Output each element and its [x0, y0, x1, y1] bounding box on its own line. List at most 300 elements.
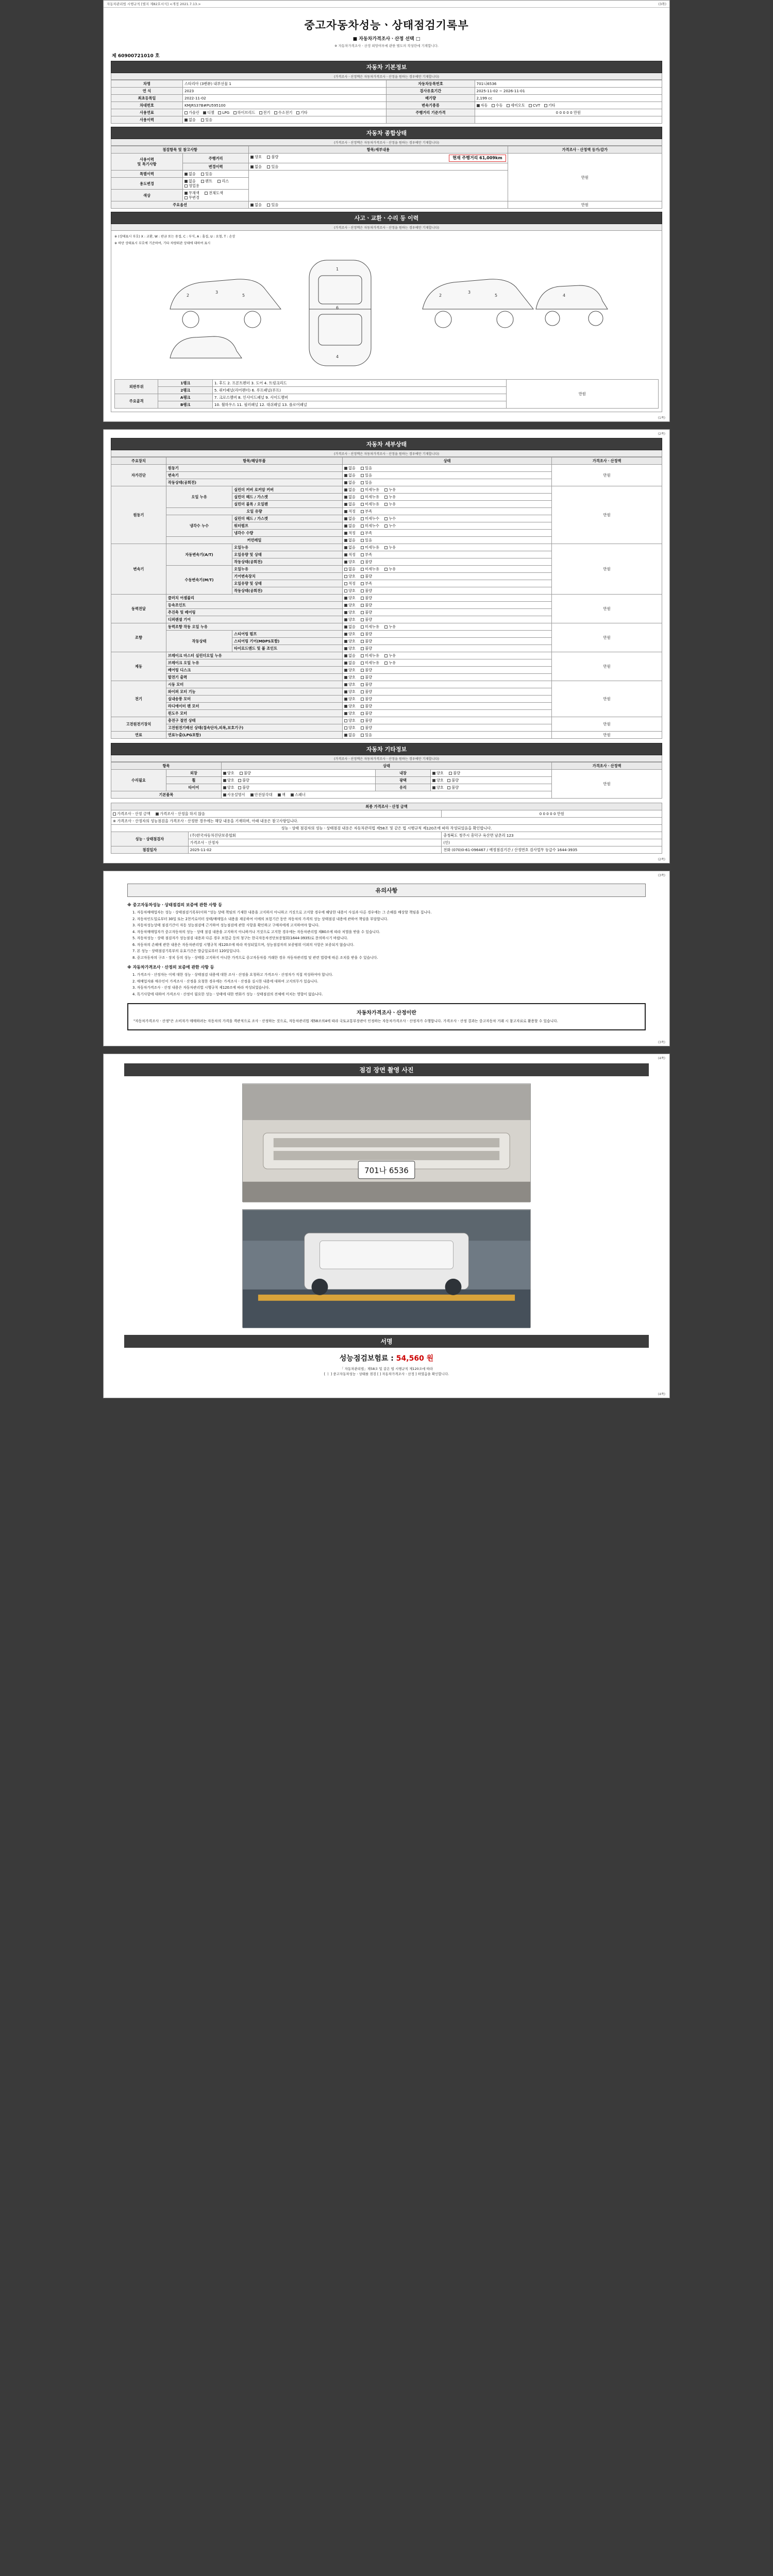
checkbox-icon[interactable] — [361, 539, 364, 542]
engine-oil-state-2 — [342, 501, 551, 508]
opt-good[interactable] — [344, 632, 356, 636]
opt-leak[interactable] — [384, 653, 396, 658]
opt-bad[interactable] — [361, 668, 372, 672]
checkbox-icon[interactable] — [361, 712, 364, 715]
checkbox-icon[interactable] — [184, 111, 188, 114]
opt-micro[interactable] — [361, 545, 379, 550]
checkbox-icon[interactable] — [361, 589, 364, 592]
checkbox-icon[interactable] — [384, 524, 388, 528]
opt-none-label: 없음 — [348, 516, 356, 521]
special-option-none[interactable] — [184, 172, 196, 176]
opt-leak[interactable] — [384, 502, 396, 506]
mt-sub-3: 작동상태(공회전) — [232, 587, 343, 595]
checkbox-icon[interactable] — [544, 104, 547, 107]
checkbox-icon[interactable] — [361, 510, 364, 513]
checkbox-icon[interactable] — [205, 192, 208, 195]
checkbox-icon[interactable] — [361, 474, 364, 477]
opt-none[interactable] — [344, 480, 356, 485]
checkbox-icon[interactable] — [361, 734, 364, 737]
checkbox-icon[interactable] — [223, 772, 226, 775]
checkbox-icon[interactable] — [344, 604, 347, 607]
checkbox-icon[interactable] — [361, 481, 364, 484]
checkbox-icon[interactable] — [259, 111, 262, 114]
transmission-option-semi[interactable] — [507, 103, 525, 108]
checkbox-icon[interactable] — [384, 496, 388, 499]
opt-yes[interactable] — [361, 473, 372, 478]
opt-none[interactable] — [344, 660, 356, 665]
checkbox-icon[interactable] — [361, 647, 364, 650]
page-3 — [103, 871, 670, 1046]
checkbox-icon[interactable] — [384, 625, 388, 629]
checkbox-icon[interactable] — [361, 524, 364, 528]
opt-none-label: 없음 — [348, 653, 356, 658]
opt-none-label: 없음 — [348, 523, 356, 528]
opt-good[interactable] — [344, 697, 356, 701]
opt-bad[interactable] — [447, 785, 459, 790]
fuel-option-electric[interactable] — [259, 110, 271, 115]
opt-low[interactable] — [361, 509, 372, 514]
checkbox-icon[interactable] — [432, 779, 435, 782]
opt-leak[interactable] — [384, 487, 396, 492]
opt-good[interactable] — [344, 603, 356, 607]
opt-bad[interactable] — [361, 646, 372, 651]
main-option-yes-label: 있음 — [271, 202, 279, 207]
opt-bad[interactable] — [449, 771, 460, 775]
opt-micro[interactable] — [361, 502, 379, 506]
checkbox-icon[interactable] — [344, 474, 347, 477]
opt-good[interactable] — [344, 718, 356, 723]
opt-leak[interactable] — [384, 545, 396, 550]
opt-good[interactable] — [344, 689, 356, 694]
opt-none[interactable] — [344, 516, 356, 521]
checkbox-icon[interactable] — [384, 517, 388, 520]
checkbox-icon[interactable] — [361, 640, 364, 643]
checkbox-icon[interactable] — [361, 611, 364, 614]
checkbox-icon[interactable] — [361, 568, 364, 571]
wheel-front-left[interactable] — [223, 778, 234, 783]
fuel-option-lpg[interactable] — [218, 110, 229, 115]
transmission-option-manual[interactable] — [492, 103, 503, 108]
checkbox-icon[interactable] — [113, 812, 116, 816]
blower-motor-state — [342, 696, 551, 703]
opt-none[interactable] — [344, 466, 356, 470]
checkbox-icon[interactable] — [492, 104, 495, 107]
opt-bad[interactable] — [447, 778, 459, 783]
wheel-state — [221, 777, 375, 784]
checkbox-icon[interactable] — [361, 683, 364, 686]
opt-bad-label: 불량 — [365, 632, 373, 636]
inspection-date-value: 2025-11-02 — [188, 846, 442, 854]
opt-bad[interactable] — [361, 718, 372, 723]
checkbox-icon[interactable] — [344, 517, 347, 520]
overall-note: (가격조사ㆍ산정액은 자동차가격조사ㆍ산정을 원하는 경우에만 기재합니다) — [111, 139, 662, 146]
opt-good[interactable] — [344, 668, 356, 672]
checkbox-icon[interactable] — [184, 180, 188, 183]
checkbox-icon[interactable] — [344, 662, 347, 665]
opt-good[interactable] — [223, 771, 234, 775]
opt-yes[interactable] — [361, 538, 372, 543]
checkbox-icon[interactable] — [250, 793, 254, 796]
opt-bad[interactable] — [361, 610, 372, 615]
coolant-leak: 냉각수 누수 — [166, 515, 232, 537]
checkbox-icon[interactable] — [384, 488, 388, 492]
checkbox-icon[interactable] — [344, 561, 347, 564]
transmission-option-cvt[interactable] — [529, 103, 540, 108]
opt-good[interactable] — [344, 560, 356, 564]
base-item-manual[interactable] — [223, 792, 245, 797]
cv-joint: 등속조인트 — [166, 602, 342, 609]
checkbox-icon[interactable] — [449, 772, 452, 775]
checkbox-icon[interactable] — [218, 111, 221, 114]
checkbox-icon[interactable] — [361, 625, 364, 629]
summary-option-none[interactable] — [156, 811, 205, 816]
checkbox-icon[interactable] — [344, 640, 347, 643]
checkbox-icon[interactable] — [361, 546, 364, 549]
opt-low[interactable] — [361, 531, 372, 535]
checkbox-icon[interactable] — [361, 726, 364, 730]
checkbox-icon[interactable] — [344, 625, 347, 629]
checkbox-icon[interactable] — [361, 662, 364, 665]
checkbox-icon[interactable] — [507, 104, 510, 107]
checkbox-icon[interactable] — [201, 118, 204, 122]
checkbox-icon[interactable] — [447, 779, 450, 782]
checkbox-icon[interactable] — [344, 597, 347, 600]
opt-good-label: 양호 — [348, 675, 356, 680]
checkbox-icon[interactable] — [344, 676, 347, 679]
checkbox-icon[interactable] — [361, 532, 364, 535]
checkbox-icon[interactable] — [344, 712, 347, 715]
opt-bad[interactable] — [361, 675, 372, 680]
opt-leak[interactable] — [384, 624, 396, 629]
accident-option-none[interactable] — [250, 164, 262, 169]
opt-none[interactable] — [344, 502, 356, 506]
checkbox-icon[interactable] — [361, 561, 364, 564]
checkbox-icon[interactable] — [278, 793, 281, 796]
checkbox-icon[interactable] — [344, 539, 347, 542]
table-row — [111, 839, 662, 846]
opt-good[interactable] — [344, 725, 356, 730]
checkbox-icon[interactable] — [361, 488, 364, 492]
opt-none[interactable] — [344, 653, 356, 658]
opt-none-label: 없음 — [348, 538, 356, 543]
opt-leak[interactable] — [384, 523, 396, 528]
opt-bad[interactable] — [238, 785, 249, 790]
opt-leak[interactable] — [384, 516, 396, 521]
checkbox-icon[interactable] — [233, 111, 237, 114]
checkbox-icon[interactable] — [344, 575, 347, 578]
checkbox-icon[interactable] — [344, 488, 347, 492]
checkbox-icon[interactable] — [344, 633, 347, 636]
opt-yes[interactable] — [361, 480, 372, 485]
svg-text:4: 4 — [336, 354, 339, 359]
checkbox-icon[interactable] — [447, 786, 450, 789]
checkbox-icon[interactable] — [361, 690, 364, 693]
svg-text:6: 6 — [336, 306, 339, 310]
opt-good[interactable] — [344, 596, 356, 600]
opt-good[interactable] — [344, 646, 356, 651]
checkbox-icon[interactable] — [361, 698, 364, 701]
opt-bad[interactable] — [361, 682, 372, 687]
checkbox-icon[interactable] — [344, 503, 347, 506]
opt-good[interactable] — [432, 785, 444, 790]
opt-leak[interactable] — [384, 567, 396, 571]
main-option-yes[interactable] — [267, 202, 278, 207]
checkbox-icon[interactable] — [344, 553, 347, 556]
self-diag-engine-state — [342, 465, 551, 472]
tire-state — [221, 784, 375, 791]
checkbox-icon[interactable] — [361, 719, 364, 722]
table-header-row — [111, 762, 662, 770]
checkbox-icon[interactable] — [267, 165, 270, 168]
checkbox-icon[interactable] — [432, 786, 435, 789]
checkbox-icon[interactable] — [344, 524, 347, 528]
fuel-option-diesel[interactable] — [203, 110, 214, 115]
opt-good[interactable] — [223, 785, 234, 790]
opt-bad[interactable] — [361, 725, 372, 730]
checkbox-icon[interactable] — [184, 192, 188, 195]
checkbox-icon[interactable] — [184, 173, 188, 176]
opt-bad[interactable] — [361, 617, 372, 622]
base-item-spanner[interactable] — [291, 792, 306, 797]
checkbox-icon[interactable] — [361, 553, 364, 556]
checkbox-icon[interactable] — [361, 503, 364, 506]
checkbox-icon[interactable] — [217, 180, 221, 183]
summary-option-amount[interactable] — [113, 811, 150, 816]
opt-bad[interactable] — [361, 697, 372, 701]
checkbox-icon[interactable] — [344, 510, 347, 513]
checkbox-icon[interactable] — [344, 654, 347, 657]
special-option-yes[interactable] — [201, 172, 212, 176]
opt-micro[interactable] — [361, 516, 379, 521]
mileage-option-bad[interactable] — [267, 155, 278, 159]
checkbox-icon[interactable] — [529, 104, 532, 107]
opt-bad[interactable] — [361, 704, 372, 708]
checkbox-icon[interactable] — [361, 517, 364, 520]
opt-ok[interactable] — [344, 552, 356, 557]
usage-change-lease[interactable] — [217, 179, 229, 183]
checkbox-icon[interactable] — [238, 779, 241, 782]
checkbox-icon[interactable] — [361, 467, 364, 470]
opt-bad[interactable] — [361, 596, 372, 600]
checkbox-icon[interactable] — [361, 618, 364, 621]
opt-good[interactable] — [344, 682, 356, 687]
opt-bad[interactable] — [361, 574, 372, 579]
opt-good[interactable] — [344, 610, 356, 615]
fuel-option-gasoline-label: 가솔린 — [188, 110, 199, 115]
checkbox-icon[interactable] — [344, 589, 347, 592]
checkbox-icon[interactable] — [384, 654, 388, 657]
checkbox-icon[interactable] — [238, 786, 241, 789]
checkbox-icon[interactable] — [384, 662, 388, 665]
opt-none[interactable] — [344, 487, 356, 492]
checkbox-icon[interactable] — [344, 705, 347, 708]
checkbox-icon[interactable] — [384, 503, 388, 506]
usage-change-commercial[interactable] — [184, 183, 199, 188]
color-option-nochange[interactable] — [184, 195, 199, 200]
checkbox-icon[interactable] — [250, 156, 254, 159]
opt-none[interactable] — [344, 624, 356, 629]
opt-bad[interactable] — [240, 771, 251, 775]
first-reg-label: 최초등록일 — [111, 95, 183, 102]
opt-good[interactable] — [432, 778, 444, 783]
opt-yes[interactable] — [361, 733, 372, 737]
checkbox-icon[interactable] — [223, 793, 226, 796]
opt-leak[interactable] — [384, 495, 396, 499]
opt-bad[interactable] — [361, 588, 372, 593]
checkbox-icon[interactable] — [344, 690, 347, 693]
steering-gear: 스티어링 기어(MDPS포함) — [232, 638, 343, 645]
checkbox-icon[interactable] — [344, 683, 347, 686]
opt-ok[interactable] — [344, 531, 356, 535]
self-diag-engine: 원동기 — [166, 465, 342, 472]
checkbox-icon[interactable] — [344, 582, 347, 585]
checkbox-icon[interactable] — [361, 496, 364, 499]
issuer-phone: 전화 (070)0-61-096467 / 예정점검기간 / 산정번호 검사업무 등급수 1644-3935 — [442, 846, 662, 854]
checkbox-icon[interactable] — [361, 633, 364, 636]
accident-option-yes[interactable] — [267, 164, 278, 169]
checkbox-icon[interactable] — [344, 734, 347, 737]
checkbox-icon[interactable] — [223, 786, 226, 789]
checkbox-icon[interactable] — [201, 180, 204, 183]
table-row — [111, 486, 662, 494]
checkbox-icon[interactable] — [384, 568, 388, 571]
radiator-fan-motor-state — [342, 703, 551, 710]
opt-good[interactable] — [344, 704, 356, 708]
opt-micro[interactable] — [361, 567, 379, 571]
opt-leak[interactable] — [384, 660, 396, 665]
checkbox-icon[interactable] — [344, 496, 347, 499]
checkbox-icon[interactable] — [296, 111, 299, 114]
opt-ok[interactable] — [344, 581, 356, 586]
opt-micro[interactable] — [361, 660, 379, 665]
opt-good[interactable] — [432, 771, 444, 775]
fuel-option-hydrogen[interactable] — [274, 110, 293, 115]
checkbox-icon[interactable] — [432, 772, 435, 775]
opt-low[interactable] — [361, 552, 372, 557]
wheel-front-right[interactable] — [238, 778, 249, 783]
checkbox-icon[interactable] — [344, 669, 347, 672]
checkbox-icon[interactable] — [344, 698, 347, 701]
opt-good[interactable] — [344, 617, 356, 622]
opt-good[interactable] — [344, 574, 356, 579]
opt-none[interactable] — [344, 733, 356, 737]
checkbox-icon[interactable] — [361, 705, 364, 708]
opt-yes[interactable] — [361, 466, 372, 470]
usage-change-rent[interactable] — [201, 179, 212, 183]
checkbox-icon[interactable] — [344, 719, 347, 722]
fuel-option-hybrid[interactable] — [233, 110, 256, 115]
mileage-option-good[interactable] — [250, 155, 262, 159]
checkbox-icon[interactable] — [184, 196, 188, 199]
opt-micro[interactable] — [361, 523, 379, 528]
checkbox-icon[interactable] — [240, 772, 243, 775]
checkbox-icon[interactable] — [203, 111, 206, 114]
checkbox-icon[interactable] — [344, 647, 347, 650]
opt-none[interactable] — [344, 545, 356, 550]
checkbox-icon[interactable] — [384, 546, 388, 549]
opt-none[interactable] — [344, 473, 356, 478]
checkbox-icon[interactable] — [361, 582, 364, 585]
checkbox-icon[interactable] — [250, 165, 254, 168]
checkbox-icon[interactable] — [361, 597, 364, 600]
opt-micro[interactable] — [361, 624, 379, 629]
fuel-option-etc[interactable] — [296, 110, 308, 115]
usage-option-none-label: 없음 — [188, 117, 196, 122]
transmission-option-etc[interactable] — [544, 103, 556, 108]
opt-good[interactable] — [344, 639, 356, 643]
checkbox-icon[interactable] — [267, 204, 270, 207]
checkbox-icon[interactable] — [184, 118, 188, 122]
color-option-full[interactable] — [205, 191, 223, 195]
opt-bad[interactable] — [361, 632, 372, 636]
opt-bad[interactable] — [361, 689, 372, 694]
opt-good[interactable] — [344, 675, 356, 680]
checkbox-icon[interactable] — [201, 173, 204, 176]
usage-option-none[interactable] — [184, 117, 196, 122]
basic-info-table — [111, 80, 662, 124]
table-row — [111, 681, 662, 688]
opt-good[interactable] — [344, 588, 356, 593]
opt-none[interactable] — [344, 523, 356, 528]
checkbox-icon[interactable] — [291, 793, 294, 796]
base-item-triangle[interactable] — [250, 792, 273, 797]
checkbox-icon[interactable] — [184, 184, 188, 188]
checkbox-icon[interactable] — [344, 618, 347, 621]
checkbox-icon[interactable] — [344, 467, 347, 470]
checkbox-icon[interactable] — [361, 676, 364, 679]
checkbox-icon[interactable] — [477, 104, 480, 107]
checkbox-icon[interactable] — [361, 654, 364, 657]
checkbox-icon[interactable] — [156, 812, 159, 816]
opt-micro[interactable] — [361, 487, 379, 492]
usage-option-yes[interactable] — [201, 117, 212, 122]
opt-micro[interactable] — [361, 495, 379, 499]
base-item-jack[interactable] — [278, 792, 285, 797]
opt-good[interactable] — [344, 711, 356, 716]
checkbox-icon[interactable] — [274, 111, 277, 114]
opt-none[interactable] — [344, 495, 356, 499]
checkbox-icon[interactable] — [361, 575, 364, 578]
fuel-option-gasoline[interactable] — [184, 110, 199, 115]
opt-low-label: 부족 — [365, 552, 373, 557]
checkbox-icon[interactable] — [267, 156, 270, 159]
opt-bad[interactable] — [361, 603, 372, 607]
color-option-achromatic[interactable] — [184, 191, 199, 195]
checkbox-icon[interactable] — [250, 204, 254, 207]
checkbox-icon[interactable] — [344, 726, 347, 730]
checkbox-icon[interactable] — [223, 779, 226, 782]
checkbox-icon[interactable] — [344, 546, 347, 549]
opt-low[interactable] — [361, 581, 372, 586]
opt-ok[interactable] — [344, 509, 356, 514]
opt-none[interactable] — [344, 567, 356, 571]
checkbox-icon[interactable] — [361, 669, 364, 672]
transmission-option-auto[interactable] — [477, 103, 488, 108]
opt-bad[interactable] — [361, 560, 372, 564]
checkbox-icon[interactable] — [344, 481, 347, 484]
opt-micro[interactable] — [361, 653, 379, 658]
main-option-none[interactable] — [250, 202, 262, 207]
opt-bad[interactable] — [361, 639, 372, 643]
usage-change-none[interactable] — [184, 179, 196, 183]
checkbox-icon[interactable] — [344, 611, 347, 614]
base-item-manual-label: 사용설명서 — [227, 792, 245, 797]
checkbox-icon[interactable] — [344, 568, 347, 571]
opt-none[interactable] — [344, 538, 356, 543]
checkbox-icon[interactable] — [361, 604, 364, 607]
opt-bad[interactable] — [361, 711, 372, 716]
checkbox-icon[interactable] — [344, 532, 347, 535]
